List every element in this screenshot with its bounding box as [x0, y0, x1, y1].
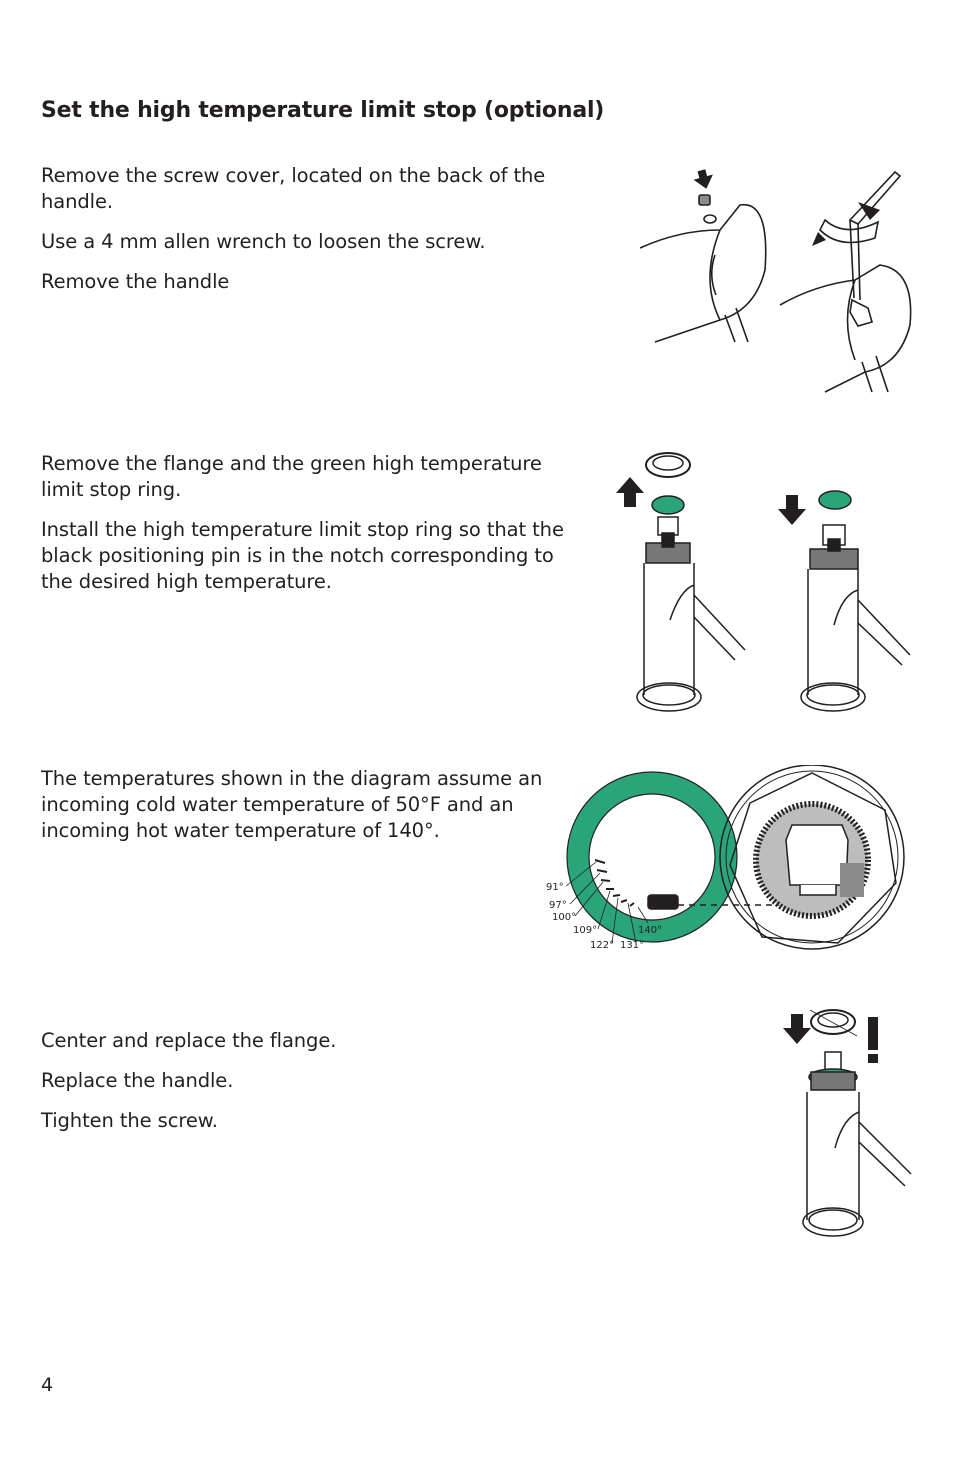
replace-flange-illustration: [775, 1002, 915, 1242]
step-2-paragraph-2: Install the high temperature limit stop ring so that the black positioning pin is in the notch corresponding to the desired high temperature.: [41, 518, 564, 593]
temp-label-97: 97°: [549, 900, 567, 911]
down-arrow-icon: [783, 1014, 811, 1044]
step-1-paragraph-2: Use a 4 mm allen wrench to loosen the screw.: [41, 230, 486, 253]
page-number: 4: [41, 1374, 54, 1396]
step-2-text: [41, 451, 581, 609]
warning-icon: [868, 1017, 878, 1063]
remove-handle-illustration: [640, 160, 920, 395]
step-4-paragraph-1: Center and replace the flange.: [41, 1029, 337, 1052]
temperature-diagram: [540, 765, 920, 960]
step-4-paragraph-3: Tighten the screw.: [41, 1109, 218, 1132]
temp-label-131: 131°: [620, 940, 645, 951]
step-4-text: [41, 1028, 581, 1148]
step-1-paragraph-1: Remove the screw cover, located on the back of the handle.: [41, 164, 546, 213]
step-1-paragraph-3: Remove the handle: [41, 270, 230, 293]
step-1-text: [41, 163, 581, 309]
down-arrow-icon: [778, 495, 806, 525]
temp-label-91: 91°: [546, 882, 564, 893]
rotate-arrow-icon: [820, 220, 878, 243]
step-3-paragraph-1: The temperatures shown in the diagram assume an incoming cold water temperature of 50°F and an incoming hot water temperature of 140°.: [41, 767, 543, 842]
page-title: Set the high temperature limit stop (optional): [41, 98, 605, 123]
up-arrow-icon: [692, 168, 716, 192]
step-3-text: [41, 766, 581, 858]
temp-label-122: 122°: [590, 940, 615, 951]
temp-label-140: 140°: [638, 925, 663, 936]
limit-stop-ring-illustration: [610, 445, 915, 720]
step-2-paragraph-1: Remove the flange and the green high temperature limit stop ring.: [41, 452, 542, 501]
temp-label-109: 109°: [573, 925, 598, 936]
temp-label-100: 100°: [552, 912, 577, 923]
step-4-paragraph-2: Replace the handle.: [41, 1069, 234, 1092]
up-arrow-icon: [616, 477, 644, 507]
